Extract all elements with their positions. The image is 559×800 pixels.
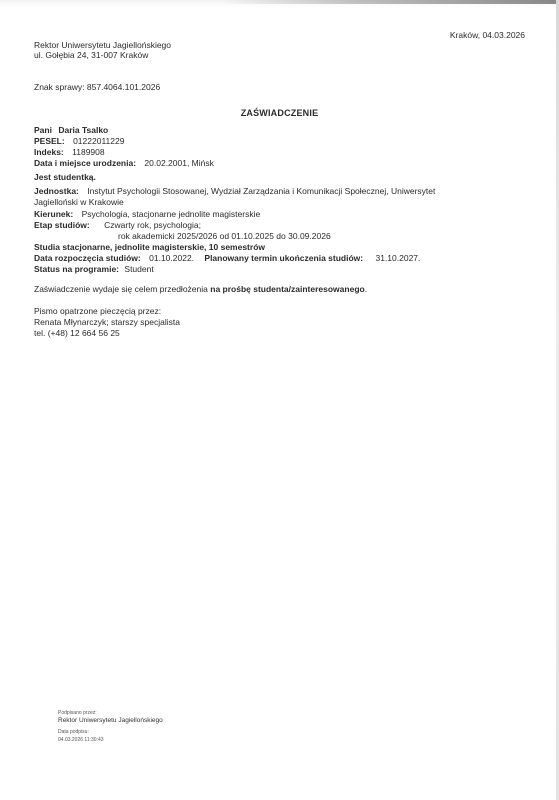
issuer-street: ul. Gołębia 24, 31-007 Kraków <box>34 50 149 60</box>
signature-date-label: Data podpisu: <box>58 729 89 735</box>
statement-text: Zaświadczenie wydaje się celem przedłożenia <box>34 284 208 294</box>
unit-label: Jednostka: <box>34 186 79 196</box>
person-name: Daria Tsalko <box>58 125 109 135</box>
field-row <box>34 209 260 219</box>
program-status-row <box>34 264 154 274</box>
unit-value-line2: Jagielloński w Krakowie <box>34 197 124 207</box>
city-date: Kraków, 04.03.2026 <box>449 30 525 40</box>
index-label: Indeks: <box>34 147 64 157</box>
issuer-name: Rektor Uniwersytetu Jagiellońskiego <box>34 40 172 50</box>
stage-value-line2: rok akademicki 2025/2026 od 01.10.2025 do 30.09.2026 <box>118 231 331 241</box>
statement-end: . <box>364 284 368 294</box>
program-status-value: Student <box>124 264 154 274</box>
student-status-row <box>34 172 96 182</box>
planned-label: Planowany termin ukończenia studiów: <box>204 253 364 263</box>
study-mode: Studia stacjonarne, jednolite magisterskie, 10 semestrów <box>34 242 266 252</box>
unit-value: Instytut Psychologii Stosowanej, Wydział Zarządzania i Komunikacji Społecznej, Uniwersytet <box>87 186 436 196</box>
field-label: Kierunek: <box>34 209 74 219</box>
start-label: Data rozpoczęcia studiów: <box>34 253 141 263</box>
signed-by-value: Rektor Uniwersytetu Jagiellońskiego <box>58 717 163 724</box>
salutation: Pani <box>34 125 52 135</box>
sealed-by-label: Pismo opatrzone pieczęcią przez: <box>34 306 162 316</box>
student-status: Jest studentką. <box>34 172 96 182</box>
sealed-by-person: Renata Młynarczyk; starszy specjalista <box>34 317 180 327</box>
issuer-address <box>34 40 171 60</box>
unit-row <box>34 186 435 196</box>
sealed-by-phone: tel. (+48) 12 664 56 25 <box>34 328 120 338</box>
stage-row <box>34 220 201 230</box>
study-mode-row <box>34 242 265 252</box>
scan-top-shadow <box>220 0 559 4</box>
pesel-row <box>34 136 124 146</box>
birth-row <box>34 158 214 168</box>
start-value: 01.10.2022. <box>149 253 195 263</box>
signature-date-value: 04.03.2026 11:30:43 <box>58 737 104 743</box>
field-value: Psychologia, stacjonarne jednolite magisterskie <box>81 209 261 219</box>
document-title: ZAŚWIADCZENIE <box>240 108 319 118</box>
index-row <box>34 147 105 157</box>
birth-value: 20.02.2001, Mińsk <box>144 158 214 168</box>
stage-row-2 <box>118 231 331 241</box>
case-number: Znak sprawy: 857.4064.101.2026 <box>34 82 161 92</box>
signed-by-label: Podpisano przez: <box>58 710 97 716</box>
sealed-by-block <box>34 306 180 339</box>
dates-row <box>34 253 420 263</box>
stage-value: Czwarty rok, psychologia; <box>104 220 201 230</box>
planned-value: 31.10.2027. <box>375 253 421 263</box>
pesel-value: 01222011229 <box>73 136 125 146</box>
index-value: 1189908 <box>72 147 105 157</box>
birth-label: Data i miejsce urodzenia: <box>34 158 137 168</box>
purpose-statement <box>34 284 367 294</box>
person-name-row <box>34 125 108 135</box>
pesel-label: PESEL: <box>34 136 65 146</box>
unit-row-2 <box>34 197 124 207</box>
stage-label: Etap studiów: <box>34 220 90 230</box>
statement-emphasis: na prośbę studenta/zainteresowanego <box>210 284 365 294</box>
program-status-label: Status na programie: <box>34 264 120 274</box>
